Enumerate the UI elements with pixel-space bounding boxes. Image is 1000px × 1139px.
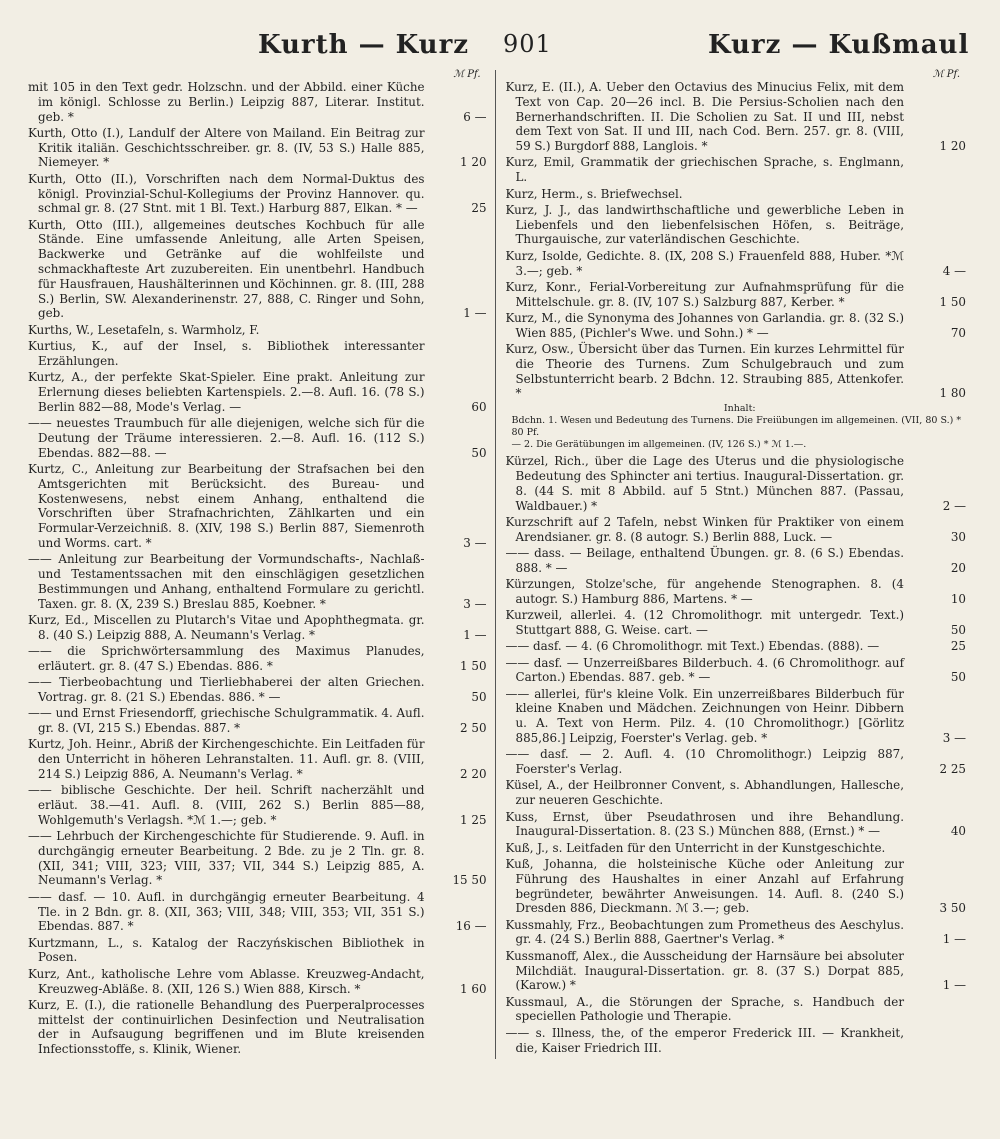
- entry-price: 1 —: [463, 306, 487, 321]
- entry-price: 16 —: [455, 919, 487, 934]
- entry-price: 3 50: [939, 901, 966, 916]
- contents-note: [512, 403, 969, 451]
- list-item: [28, 80, 489, 124]
- list-item: [506, 995, 969, 1025]
- entry-price: 15 50: [452, 873, 487, 888]
- entry-text: mit 105 in den Text gedr. Holzschn. und der Abbild. einer Küche im königl. Schlosse zu Berlin.) Leipzig 887, Literar. Institut. geb. *: [28, 80, 425, 124]
- entry-text: Kurtz, A., der perfekte Skat-Spieler. Eine prakt. Anleitung zur Erlernung dieses beliebten Kartenspiels. 2.—8. Aufl. 16. (78 S.) Berlin 882—88, Mode's Verlag. —: [28, 370, 425, 414]
- entry-price: 1 —: [942, 978, 966, 993]
- right-column: [506, 70, 973, 1059]
- list-item: [28, 675, 489, 705]
- entry-price: 10: [950, 591, 966, 606]
- entry-price: 50: [471, 689, 487, 704]
- entry-text: —— dasf. — Unzerreißbares Bilderbuch. 4. (6 Chromolithogr. auf Carton.) Ebendas. 887. geb. * —: [505, 655, 904, 685]
- list-item: [506, 687, 969, 746]
- entry-price: 50: [950, 670, 966, 685]
- list-item: [506, 656, 969, 686]
- entry-price: 1 —: [942, 932, 966, 947]
- list-item: [506, 841, 969, 856]
- list-item: [506, 342, 969, 401]
- contents-line: — 2. Die Gerätübungen im allgemeinen. (IV, 126 S.) * ℳ 1.—.: [511, 439, 807, 451]
- list-item: [506, 80, 969, 154]
- entry-text: —— Anleitung zur Bearbeitung der Vormundschafts-, Nachlaß- und Testamentssachen mit den einschlägigen gesetzlichen Bestimmungen und Anhang, enthaltend Formulare zu gerichtl. Taxen. gr. 8. (X, 239 S.) Breslau 885, Koebner. *: [28, 552, 425, 611]
- list-item: [506, 778, 969, 808]
- entry-text: Kussmaul, A., die Störungen der Sprache, s. Handbuch der speciellen Pathologie und Therapie.: [505, 994, 904, 1024]
- entry-text: —— biblische Geschichte. Der heil. Schrift nacherzählt und erläut. 38.—41. Aufl. 8. (VIII, 262 S.) Berlin 885—88, Wohlgemuth's Verlagsh. *ℳ 1.—; geb. *: [28, 783, 425, 827]
- list-item: [506, 577, 969, 607]
- entry-price: 3 —: [942, 731, 966, 746]
- entry-text: Kurz, M., die Synonyma des Johannes von Garlandia. gr. 8. (32 S.) Wien 885, (Pichler's Wwe. und Sohn.) * —: [505, 310, 904, 340]
- entry-text: Kurths, W., Lesetafeln, s. Warmholz, F.: [28, 322, 260, 337]
- entry-text: Kussmanoff, Alex., die Ausscheidung der Harnsäure bei absoluter Milchdiät. Inaugural-Dissertation. gr. 8. (37 S.) Dorpat 885, (Karow.) *: [505, 948, 904, 993]
- column-divider: [495, 70, 496, 1059]
- list-item: [506, 546, 969, 576]
- entry-price: 1 20: [939, 139, 966, 154]
- entry-text: Kurzschrift auf 2 Tafeln, nebst Winken für Praktiker von einem Arendsianer. gr. 8. (8 autogr. S.) Berlin 888, Luck. —: [505, 514, 904, 544]
- list-item: [506, 918, 969, 948]
- entry-text: Kurth, Otto (II.), Vorschriften nach dem Normal-Duktus des königl. Provinzial-Schul-Kollegiums der Provinz Hannover. qu. schmal gr. 8. (27 Stnt. mit 1 Bl. Text.) Harburg 887, Elkan. * —: [28, 171, 425, 216]
- entry-price: 70: [950, 325, 966, 340]
- entry-text: Kuß, J., s. Leitfaden für den Unterricht in der Kunstgeschichte.: [505, 840, 886, 855]
- entry-price: 60: [471, 399, 487, 414]
- list-item: [28, 783, 489, 827]
- entry-price: 2 —: [942, 498, 966, 513]
- list-item: [28, 552, 489, 611]
- entry-price: 30: [950, 529, 966, 544]
- entry-price: 50: [950, 623, 966, 637]
- list-item: [506, 747, 969, 777]
- currency-label: ℳ Pf.: [932, 69, 960, 80]
- entry-text: Kurtius, K., auf der Insel, s. Bibliothek interessanter Erzählungen.: [28, 339, 425, 368]
- entry-text: Kurz, Ed., Miscellen zu Plutarch's Vitae und Apophthegmata. gr. 8. (40 S.) Leipzig 888, A. Neumann's Verlag. *: [28, 612, 425, 642]
- entry-price: 25: [471, 201, 487, 216]
- page-header: [28, 30, 972, 66]
- contents-title: Inhalt:: [723, 403, 756, 415]
- entry-text: Kurz, Emil, Grammatik der griechischen Sprache, s. Englmann, L.: [505, 155, 904, 185]
- page-number: 901: [503, 30, 552, 58]
- entry-text: —— die Sprichwörtersammlung des Maximus Planudes, erläutert. gr. 8. (47 S.) Ebendas. 886. *: [28, 643, 425, 673]
- entry-price: 20: [950, 560, 966, 575]
- entry-price: 1 80: [939, 386, 966, 401]
- entry-text: Kurz, Osw., Übersicht über das Turnen. Ein kurzes Lehrmittel für die Theorie des Turnens. Zum Schulgebrauch und zum Selbstunterricht bearb. 2 Bdchn. 12. Straubing 885, Attenkofer. *: [505, 342, 904, 401]
- entry-price: 1 50: [939, 294, 966, 309]
- list-item: [28, 339, 489, 369]
- list-item: [506, 810, 969, 840]
- list-item: [28, 644, 489, 674]
- list-item: [506, 311, 969, 341]
- entry-text: Kurz, E. (II.), A. Ueber den Octavius des Minucius Felix, mit dem Text von Cap. 20—26 incl. B. Die Persius-Scholien nach den Bernerhandschriften. II. Die Scholien zu Sat. II und III, nebst dem Text von Sat. II und III, nach Cod. Bern. 257. gr. 8. (VIII, 59 S.) Burgdorf 888, Langlois. *: [505, 80, 904, 154]
- list-item: [506, 187, 969, 202]
- entry-text: Kurtzmann, L., s. Katalog der Raczyńskischen Bibliothek in Posen.: [28, 935, 425, 965]
- entry-text: Kurz, Herm., s. Briefwechsel.: [505, 186, 683, 201]
- entry-price: 1 50: [460, 658, 487, 673]
- list-item: [28, 218, 489, 322]
- list-item: [28, 416, 489, 460]
- header-right: Kurz — Kußmaul: [708, 30, 970, 60]
- list-item: [28, 936, 489, 966]
- list-item: [506, 280, 969, 310]
- entry-price: 1 60: [460, 981, 487, 996]
- entry-text: Kuß, Johanna, die holsteinische Küche oder Anleitung zur Führung des Haushaltes in einer Anzahl auf Erfahrung begründeter, bewährter Anweisungen. 14. Aufl. 8. (240 S.) Dresden 886, Dieckmann. ℳ 3.—; geb.: [505, 856, 904, 916]
- list-item: [28, 370, 489, 414]
- entry-text: Kurz, Isolde, Gedichte. 8. (IX, 208 S.) Frauenfeld 888, Huber. *ℳ 3.—; geb. *: [505, 248, 904, 278]
- entry-text: Kurz, E. (I.), die rationelle Behandlung des Puerperalprocesses mittelst der continuirlichen Desinfection und Neutralisation der in Aufsaugung begriffenen und im Blute kreisenden Infectionsstoffe, s. Klinik, Wiener.: [28, 997, 425, 1057]
- entry-price: 2 25: [939, 762, 966, 777]
- entry-price: 6 —: [463, 109, 487, 124]
- entry-text: Kussmahly, Frz., Beobachtungen zum Prometheus des Aeschylus. gr. 4. (24 S.) Berlin 888, Gaertner's Verlag. *: [505, 917, 904, 947]
- entry-text: Kuss, Ernst, über Pseudathrosen und ihre Behandlung. Inaugural-Dissertation. 8. (23 S.) München 888, (Ernst.) * —: [505, 809, 904, 839]
- left-column: [28, 70, 495, 1059]
- entry-text: Kürzungen, Stolze'sche, für angehende Stenographen. 8. (4 autogr. S.) Hamburg 886, Martens. * —: [505, 577, 904, 606]
- list-item: [506, 608, 969, 638]
- list-item: [506, 454, 969, 513]
- entry-text: Kurtz, C., Anleitung zur Bearbeitung der Strafsachen bei den Amtsgerichten mit Berücksicht. des Bureau- und Kostenwesens, nebst einem Anhang, enthaltend die Vorschriften über Strafnachrichten, Zählkarten und ein Formular-Verzeichniß. 8. (XIV, 198 S.) Berlin 887, Siemenroth und Worms. cart. *: [28, 461, 425, 550]
- entry-text: —— dass. — Beilage, enthaltend Übungen. gr. 8. (6 S.) Ebendas. 888. * —: [505, 546, 904, 575]
- entry-text: —— dasf. — 10. Aufl. in durchgängig erneuter Bearbeitung. 4 Tle. in 2 Bdn. gr. 8. (XII, 363; VIII, 348; VIII, 353; VII, 351 S.) Ebendas. 887. *: [28, 889, 425, 934]
- entry-text: —— dasf. — 4. (6 Chromolithogr. mit Text.) Ebendas. (888). —: [505, 639, 880, 654]
- entry-text: Kurz, Konr., Ferial-Vorbereitung zur Aufnahmsprüfung für die Mittelschule. gr. 8. (IV, 107 S.) Salzburg 887, Kerber. *: [505, 279, 904, 309]
- list-item: [506, 857, 969, 916]
- entry-price: 40: [950, 824, 966, 839]
- list-item: [28, 829, 489, 888]
- entry-price: 4 —: [942, 263, 966, 278]
- columns: [28, 70, 972, 1059]
- entry-price: 3 —: [463, 596, 487, 611]
- list-item: [506, 639, 969, 654]
- entry-text: —— und Ernst Friesendorff, griechische Schulgrammatik. 4. Aufl. gr. 8. (VI, 215 S.) Ebendas. 887. *: [28, 706, 425, 735]
- entry-text: Kurtz, Joh. Heinr., Abriß der Kirchengeschichte. Ein Leitfaden für den Unterricht in höheren Lehranstalten. 11. Aufl. gr. 8. (VIII, 214 S.) Leipzig 886, A. Neumann's Verlag. *: [28, 737, 425, 781]
- entry-text: —— Tierbeobachtung und Tierliebhaberei der alten Griechen. Vortrag. gr. 8. (21 S.) Ebendas. 886. * —: [28, 675, 425, 704]
- entry-text: Kurzweil, allerlei. 4. (12 Chromolithogr. mit untergedr. Text.) Stuttgart 888, G. Weise. cart. —: [505, 608, 904, 637]
- list-item: [28, 967, 489, 997]
- entry-price: 1 25: [460, 812, 487, 827]
- list-item: [506, 155, 969, 185]
- entry-price: 1 —: [463, 627, 487, 642]
- contents-line: Bdchn. 1. Wesen und Bedeutung des Turnens. Die Freiübungen im allgemeinen. (VII, 80 S.) * 80 Pf.: [511, 415, 962, 439]
- list-item: [28, 323, 489, 338]
- entry-price: 2 20: [460, 766, 487, 781]
- list-item: [28, 737, 489, 781]
- list-item: [28, 613, 489, 643]
- entry-text: —— s. Illness, the, of the emperor Frederick III. — Krankheit, die, Kaiser Friedrich III.: [505, 1025, 904, 1055]
- entry-text: —— Lehrbuch der Kirchengeschichte für Studierende. 9. Aufl. in durchgängig erneuter Bearbeitung. 2 Bde. zu je 2 Tln. gr. 8. (XII, 341; VIII, 323; VIII, 337; VII, 344 S.) Leipzig 885, A. Neumann's Verlag. *: [28, 829, 425, 888]
- entry-text: Kurz, J. J., das landwirthschaftliche und gewerbliche Leben in Liebenfels und den liebenfelsischen Höfen, s. Beiträge, Thurgauische, zur vaterländischen Geschichte.: [505, 202, 904, 247]
- entry-price: 1 20: [460, 155, 487, 170]
- entry-text: Kurth, Otto (III.), allgemeines deutsches Kochbuch für alle Stände. Eine umfassende Anleitung, alle Arten Speisen, Backwerke und Getränke auf die wohlfeilste und schmackhafteste Art zuzubereiten. Ein unentbehrl. Handbuch für Hausfrauen, Haushälterinnen und Köchinnen. gr. 8. (III, 288 S.) Berlin, SW. Alexanderinenstr. 27, 888, C. Ringer und Sohn, geb.: [28, 217, 425, 321]
- list-item: [28, 998, 489, 1057]
- list-item: [28, 462, 489, 551]
- entry-text: —— allerlei, für's kleine Volk. Ein unzerreißbares Bilderbuch für kleine Knaben und Mädchen. Zeichnungen von Heinr. Dibbern u. A. Text von Herm. Pilz. 4. (10 Chromolithogr.) [Görlitz 885,86.] Leipzig, Foerster's Verlag. geb. *: [505, 686, 904, 746]
- header-left: Kurth — Kurz: [258, 30, 470, 60]
- entry-text: Kürzel, Rich., über die Lage des Uterus und die physiologische Bedeutung des Sphincter ani tertius. Inaugural-Dissertation. gr. 8. (44 S. mit 8 Abbild. auf 5 Stnt.) München 887. (Passau, Waldbauer.) *: [505, 454, 904, 513]
- entry-text: —— dasf. — 2. Aufl. 4. (10 Chromolithogr.) Leipzig 887, Foerster's Verlag.: [505, 747, 904, 777]
- list-item: [506, 949, 969, 993]
- list-item: [506, 249, 969, 279]
- list-item: [506, 515, 969, 545]
- list-item: [506, 1026, 969, 1056]
- entry-price: 50: [471, 445, 487, 460]
- list-item: [28, 172, 489, 216]
- list-item: [506, 203, 969, 247]
- entry-price: 25: [950, 639, 966, 654]
- currency-label: ℳ Pf.: [453, 69, 481, 80]
- entry-text: Kurz, Ant., katholische Lehre vom Ablasse. Kreuzweg-Andacht, Kreuzweg-Abläße. 8. (XII, 126 S.) Wien 888, Kirsch. *: [28, 966, 425, 996]
- entry-text: —— neuestes Traumbuch für alle diejenigen, welche sich für die Deutung der Träume interessieren. 2.—8. Aufl. 16. (112 S.) Ebendas. 882—88. —: [28, 416, 425, 460]
- entry-text: Kurth, Otto (I.), Landulf der Altere von Mailand. Ein Beitrag zur Kritik italiän. Geschichtsschreiber. gr. 8. (IV, 53 S.) Halle 885, Niemeyer. *: [28, 125, 425, 170]
- list-item: [28, 706, 489, 736]
- entry-price: 3 —: [463, 535, 487, 550]
- list-item: [28, 890, 489, 934]
- entry-text: Küsel, A., der Heilbronner Convent, s. Abhandlungen, Hallesche, zur neueren Geschichte.: [505, 778, 904, 808]
- entry-price: 2 50: [460, 720, 487, 735]
- list-item: [28, 126, 489, 170]
